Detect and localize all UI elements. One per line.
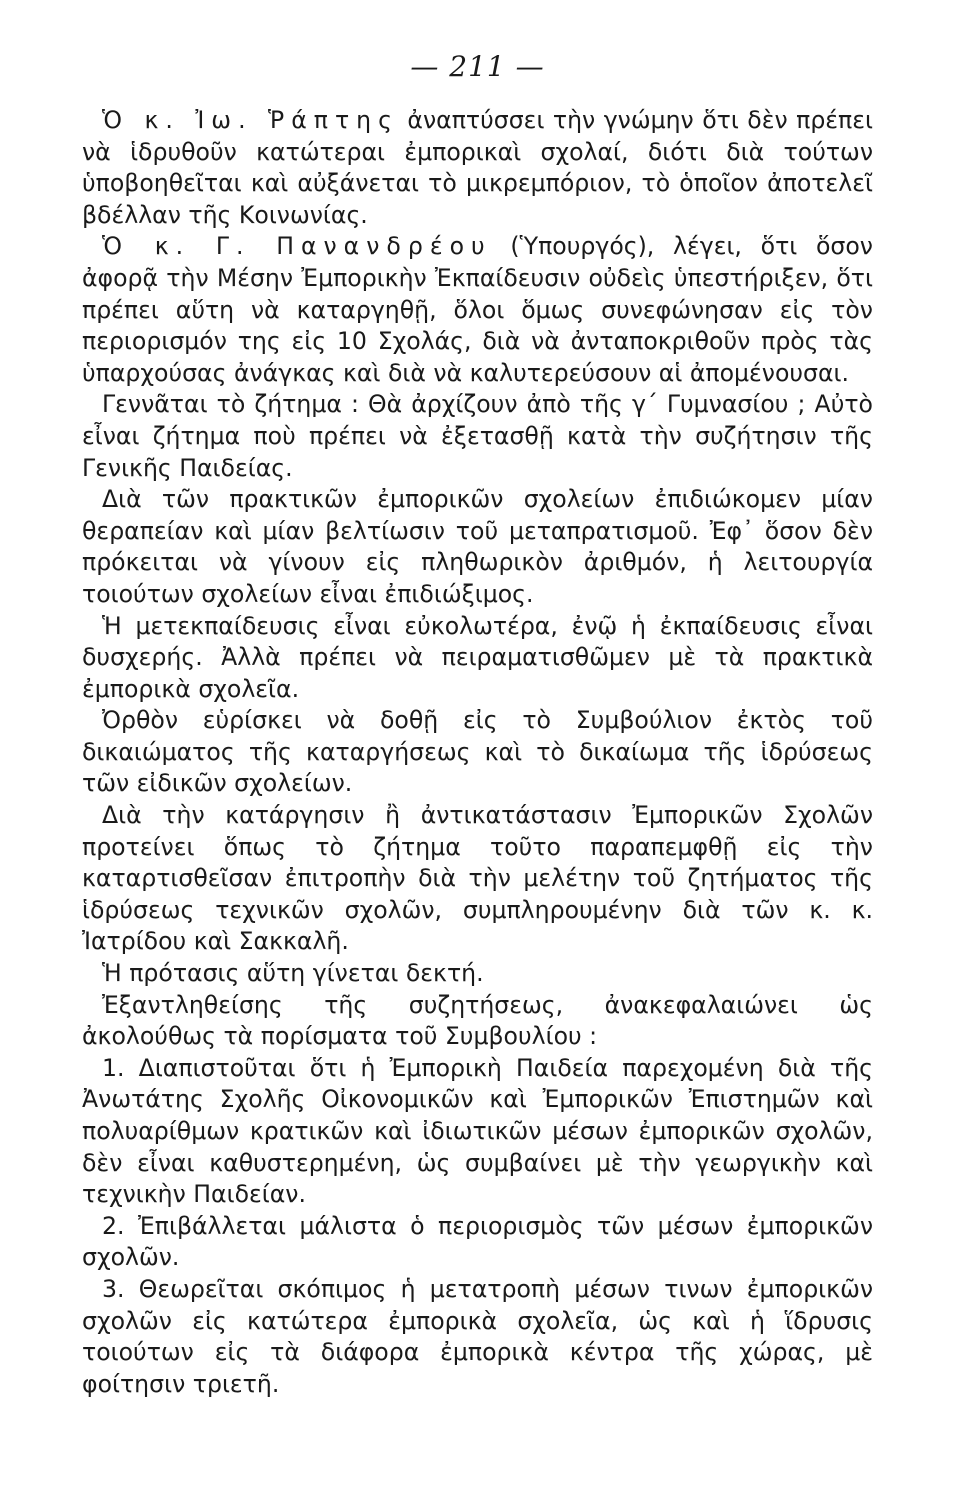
paragraph: Ἐξαντληθείσης τῆς συζητήσεως, ἀνακεφαλαιώνει ὡς ἀκολούθως τὰ πορίσματα τοῦ Συμβουλίου : <box>82 990 873 1051</box>
page-number: — 211 — <box>410 50 545 83</box>
paragraph <box>82 231 873 389</box>
paragraph: Γεννᾶται τὸ ζήτημα : Θὰ ἀρχίζουν ἀπὸ τῆς γ΄ Γυμνασίου ; Αὐτὸ εἶναι ζήτημα ποὺ πρέπει νὰ ἐξετασθῇ κατὰ τὴν συζήτησιν τῆς Γενικῆς Παιδείας. <box>82 390 873 482</box>
paragraph: Ἡ μετεκπαίδευσις εἶναι εὐκολωτέρα, ἐνῷ ἡ ἐκπαίδευσις εἶναι δυσχερής. Ἀλλὰ πρέπει νὰ πειραματισθῶμεν μὲ τὰ πρακτικὰ ἐμπορικὰ σχολεῖα. <box>82 611 873 703</box>
speaker-name: Ὁ κ. Γ. Πανανδρέου <box>102 232 492 261</box>
numbered-item: 2. Ἐπιβάλλεται μάλιστα ὁ περιορισμὸς τῶν μέσων ἐμπορικῶν σχολῶν. <box>82 1211 873 1272</box>
numbered-item: 3. Θεωρεῖται σκόπιμος ἡ μετατροπὴ μέσων τινων ἐμπορικῶν σχολῶν εἰς κατώτερα ἐμπορικὰ σχολεῖα, ὡς καὶ ἡ ἵδρυσις τοιούτων εἰς τὰ διάφορα ἐμπορικὰ κέντρα τῆς χώρας, μὲ φοίτησιν τριετῆ. <box>82 1274 873 1398</box>
paragraph <box>82 105 873 231</box>
paragraph: Διὰ τὴν κατάργησιν ἢ ἀντικατάστασιν Ἐμπορικῶν Σχολῶν προτείνει ὅπως τὸ ζήτημα τοῦτο παραπεμφθῇ εἰς τὴν καταρτισθεῖσαν ἐπιτροπὴν διὰ τὴν μελέτην τοῦ ζητήματος τῆς ἱδρύσεως τεχνικῶν σχολῶν, συμπληρουμένην διὰ τῶν κ. κ. Ἰατρίδου καὶ Σακκαλῆ. <box>82 801 873 956</box>
speaker-name: Ὁ κ. Ἰω. Ῥάπτης <box>102 106 399 134</box>
paragraph: Ὀρθὸν εὑρίσκει νὰ δοθῇ εἰς τὸ Συμβούλιον ἐκτὸς τοῦ δικαιώματος τῆς καταργήσεως καὶ τὸ δικαίωμα τῆς ἱδρύσεως τῶν εἰδικῶν σχολείων. <box>82 706 873 798</box>
numbered-item: 1. Διαπιστοῦται ὅτι ἡ Ἐμπορικὴ Παιδεία παρεχομένη διὰ τῆς Ἀνωτάτης Σχολῆς Οἰκονομικῶν καὶ Ἐμπορικῶν Ἐπιστημῶν καὶ πολυαρίθμων κρατικῶν καὶ ἰδιωτικῶν μέσων ἐμπορικῶν σχολῶν, δὲν εἶναι καθυστερημένη, ὡς συμβαίνει μὲ τὴν γεωργικὴν καὶ τεχνικὴν Παιδείαν. <box>82 1053 873 1209</box>
paragraph-text: (Ὑπουργός), λέγει, ὅτι ὅσον ἀφορᾷ τὴν Μέσην Ἐμπορικὴν Ἐκπαίδευσιν οὐδεὶς ὑπεστήριξεν, ὅτι πρέπει αὕτη νὰ καταργηθῇ, ὅλοι ὅμως συνεφώνησαν εἰς τὸν περιορισμόν της εἰς 10 Σχολάς, διὰ νὰ ἀνταποκριθοῦν πρὸς τὰς ὑπαρχούσας ἀνάγκας καὶ διὰ νὰ καλυτερεύσουν αἱ ἀπομένουσαι. <box>82 232 873 387</box>
body-text <box>82 105 873 1400</box>
paragraph: Διὰ τῶν πρακτικῶν ἐμπορικῶν σχολείων ἐπιδιώκομεν μίαν θεραπείαν καὶ μίαν βελτίωσιν τοῦ μεταπρατισμοῦ. Ἐφ᾿ ὅσον δὲν πρόκειται νὰ γίνουν εἰς πληθωρικὸν ἀριθμόν, ἡ λειτουργία τοιούτων σχολείων εἶναι ἐπιδιώξιμος. <box>82 485 873 608</box>
paragraph-text: ἀναπτύσσει τὴν γνώμην ὅτι δὲν πρέπει νὰ ἱδρυθοῦν κατώτεραι ἐμπορικαὶ σχολαί, διότι διὰ τούτων ὑποβοηθεῖται καὶ αὐξάνεται τὸ μικρεμπόριον, τὸ ὁποῖον ἀποτελεῖ βδέλλαν τῆς Κοινωνίας. <box>82 106 873 229</box>
paragraph: Ἡ πρότασις αὕτη γίνεται δεκτή. <box>102 959 484 988</box>
